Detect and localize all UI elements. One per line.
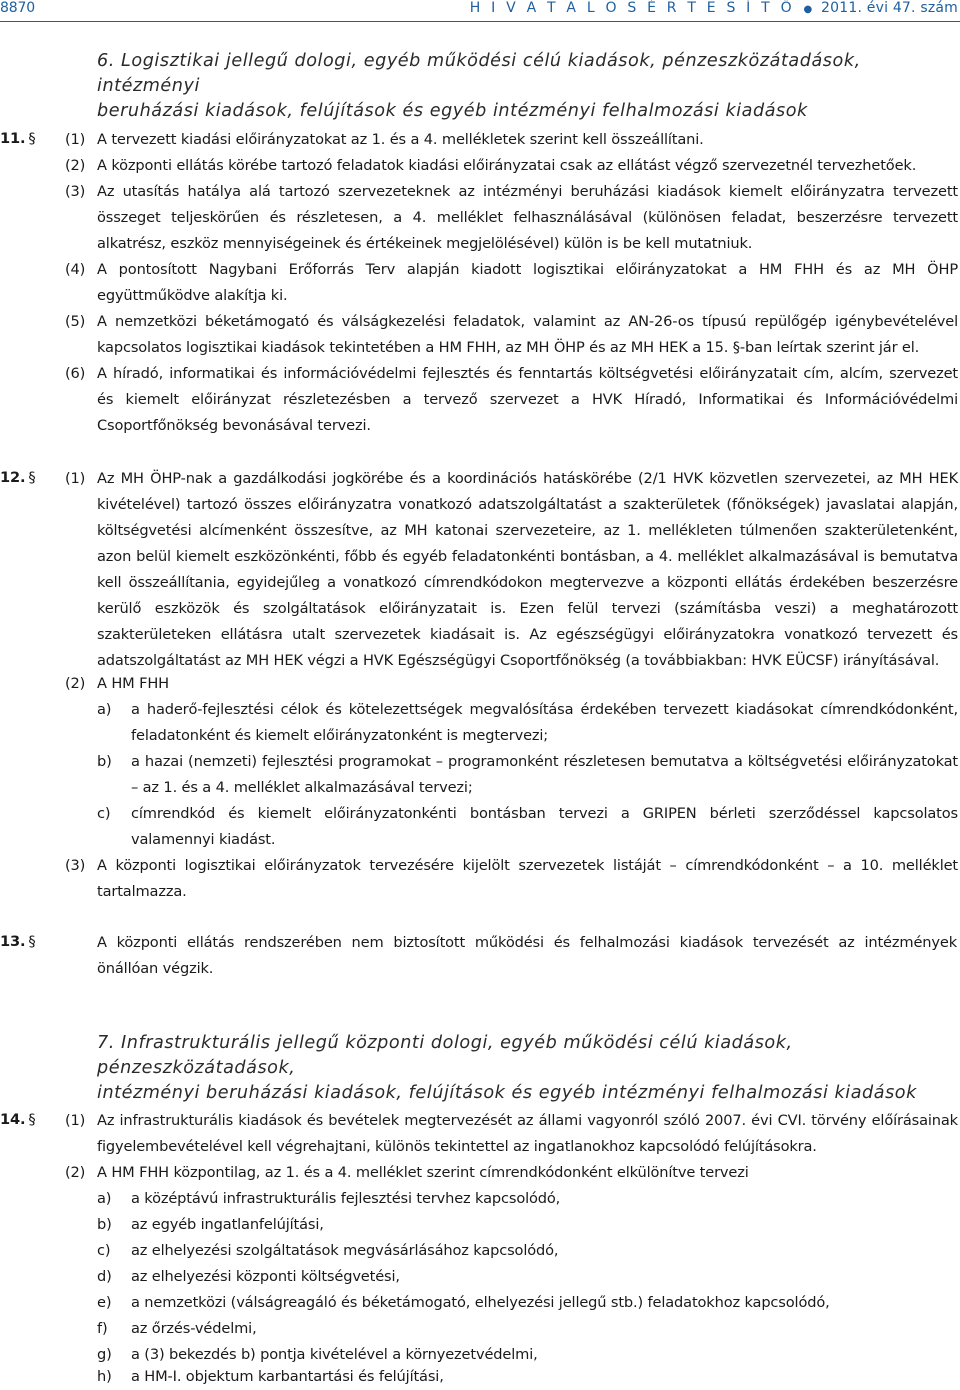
item-text: az egyéb ingatlanfelújítási, [131, 1216, 324, 1233]
item-text: az elhelyezési szolgáltatások megvásárlásához kapcsolódó, [131, 1242, 559, 1259]
item-text: a középtávú infrastrukturális fejlesztési tervhez kapcsolódó, [131, 1190, 561, 1207]
para-text: A központi ellátás körébe tartozó feladatok kiadási előirányzatai csak az ellátást végző szervezetnél tervezhetőek. [97, 157, 917, 174]
para-num: (3) [65, 857, 86, 874]
para-text: A nemzetközi béketámogató és válságkezelési feladatok, valamint az AN-26-os típusú repülőgép igénybevételével kapcsolatos logisztikai kiadások tekintetében a HM FHH, az MH ÖHP és az MH HEK a 15. §-ban leírtak szerint jár el. [97, 313, 958, 356]
paragraph-sign: § [28, 1111, 36, 1128]
item-letter: c) [97, 805, 111, 822]
item-text: a nemzetközi (válságreagáló és béketámogató, elhelyezési jellegű stb.) feladatokhoz kapcsolódó, [131, 1294, 830, 1311]
header-divider [0, 21, 960, 22]
heading-line: 7. Infrastrukturális jellegű központi dologi, egyéb működési célú kiadások, pénzeszközátadások, [97, 1033, 793, 1078]
item-text: címrendkód és kiemelt előirányzatonkénti bontásban tervezi a GRIPEN bérleti szerződéssel kapcsolatos valamennyi kiadást. [131, 805, 958, 848]
para-num: (2) [65, 157, 86, 174]
paragraph-sign: § [28, 933, 36, 950]
paragraph-sign: § [28, 130, 36, 147]
section-num: 14. [0, 1111, 26, 1128]
section-num: 13. [0, 933, 26, 950]
section-heading-7 [97, 1031, 957, 1106]
para-num: (3) [65, 183, 86, 200]
item-text: a (3) bekezdés b) pontja kivételével a környezetvédelmi, [131, 1346, 538, 1363]
para-num: (5) [65, 313, 86, 330]
section-number-14 [0, 1111, 36, 1128]
para-num: (1) [65, 1112, 86, 1129]
item-text: a hazai (nemzeti) fejlesztési programokat – programonként részletesen bemutatva a költségvetési előirányzatokat – az 1. és a 4. melléklet alkalmazásával tervezi; [131, 753, 958, 796]
page-number: 8870 [0, 0, 36, 16]
para-num: (2) [65, 675, 86, 692]
para-text: Az infrastrukturális kiadások és bevételek megtervezését az állami vagyonról szóló 2007. évi CVI. törvény előírásainak figyelembevételével kell végrehajtani, különös tekintettel az ingatlanokhoz kapcsolódó felújításokra. [97, 1112, 958, 1155]
item-letter: e) [97, 1294, 112, 1311]
section-number-13 [0, 933, 36, 950]
para-text: A pontosított Nagybani Erőforrás Terv alapján kiadott logisztikai előirányzatokat a HM FHH és az MH ÖHP együttműködve alakítja ki. [97, 261, 958, 304]
section-number-12 [0, 469, 36, 486]
item-letter: a) [97, 701, 112, 718]
item-text: a haderő-fejlesztési célok és kötelezettségek megvalósítása érdekében tervezett kiadásokat címrendkódonként, feladatonként és kiemelt előirányzatonként is megtervezi; [131, 701, 958, 744]
publication-header [470, 0, 958, 16]
para-text: A tervezett kiadási előirányzatokat az 1. és a 4. mellékletek szerint kell összeállítani. [97, 131, 704, 148]
para-text: A központi logisztikai előirányzatok tervezésére kijelölt szervezetek listáját – címrendkódonként – a 10. melléklet tartalmazza. [97, 857, 958, 900]
item-text: az őrzés-védelmi, [131, 1320, 257, 1337]
item-letter: d) [97, 1268, 112, 1285]
publication-title: H I V A T A L O S É R T E S Í T Ő [469, 0, 795, 16]
bullet-icon: ● [803, 4, 813, 15]
para-num: (4) [65, 261, 86, 278]
para-text: Az utasítás hatálya alá tartozó szervezeteknek az intézményi beruházási kiadások kiemelt előirányzatra tervezett összeget teljeskörűen és részletesen, a 4. melléklet felhasználásával (különösen feladat, beszerzésre tervezett alkatrész, eszköz mennyiségeinek és értékeinek megjelölésével) külön is be kell mutatniuk. [97, 183, 958, 252]
paragraph-sign: § [28, 469, 36, 486]
para-num: (6) [65, 365, 86, 382]
item-text: a HM-I. objektum karbantartási és felújítási, [131, 1368, 444, 1385]
para-num: (2) [65, 1164, 86, 1181]
item-letter: a) [97, 1190, 112, 1207]
para-num: (1) [65, 131, 86, 148]
item-letter: f) [97, 1320, 108, 1337]
heading-line: intézményi beruházási kiadások, felújítások és egyéb intézményi felhalmozási kiadások [97, 1083, 917, 1103]
item-letter: b) [97, 1216, 112, 1233]
item-letter: b) [97, 753, 112, 770]
item-text: az elhelyezési központi költségvetési, [131, 1268, 400, 1285]
issue-label: 2011. évi 47. szám [821, 0, 958, 16]
item-letter: g) [97, 1346, 112, 1363]
para-text: A HM FHH központilag, az 1. és a 4. melléklet szerint címrendkódonként elkülönítve tervezi [97, 1164, 749, 1181]
item-letter: h) [97, 1368, 112, 1385]
s13-text: A központi ellátás rendszerében nem biztosított működési és felhalmozási kiadások tervezését az intézmények önállóan végzik. [97, 934, 957, 977]
heading-line: 6. Logisztikai jellegű dologi, egyéb működési célú kiadások, pénzeszközátadások, intézményi [97, 51, 861, 96]
para-text: A HM FHH [97, 675, 169, 692]
section-num: 12. [0, 469, 26, 486]
section-num: 11. [0, 130, 26, 147]
para-text: Az MH ÖHP-nak a gazdálkodási jogkörébe és a koordinációs hatáskörébe (2/1 HVK közvetlen szervezetei, az MH HEK kivételével) tartozó összes előirányzatra vonatkozó adatszolgáltatást a szakterületek (főnökségek) javaslatai alapján, költségvetési alcímenként összesítve, az MH katonai szervezeteire, az 1. mellékleten túlmenően szakterületenként, azon belül kiemelt eszközönkénti, főbb és egyéb feladatonkénti bontásban, a 4. melléklet alkalmazásával is bemutatva kell összeállítania, egyidejűleg a vonatkozó címrendkódokon megtervezve a központi ellátás érdekében beszerzésre kerülő eszközök és szolgáltatások előirányzatait is. Ezen felül tervezi (számításba veszi) a meghatározott szakterületeken ellátásra utalt szervezetek kiadásait is. Az egészségügyi előirányzatokra vonatkozó tervezett és adatszolgáltatást az MH HEK végzi a HVK Egészségügyi Csoportfőnökség (a továbbiakban: HVK EÜCSF) irányításával. [97, 470, 958, 669]
para-text: A híradó, informatikai és információvédelmi fejlesztés és fenntartás költségvetési előirányzatait cím, alcím, szervezet és kiemelt előirányzat részletezésben a tervező szervezet a HVK Híradó, Informatikai és Információvédelmi Csoportfőnökség bevonásával tervezi. [97, 365, 958, 434]
para-num: (1) [65, 470, 86, 487]
section-number-11 [0, 130, 36, 147]
section-heading-6 [97, 49, 957, 124]
heading-line: beruházási kiadások, felújítások és egyéb intézményi felhalmozási kiadások [97, 101, 808, 121]
item-letter: c) [97, 1242, 111, 1259]
